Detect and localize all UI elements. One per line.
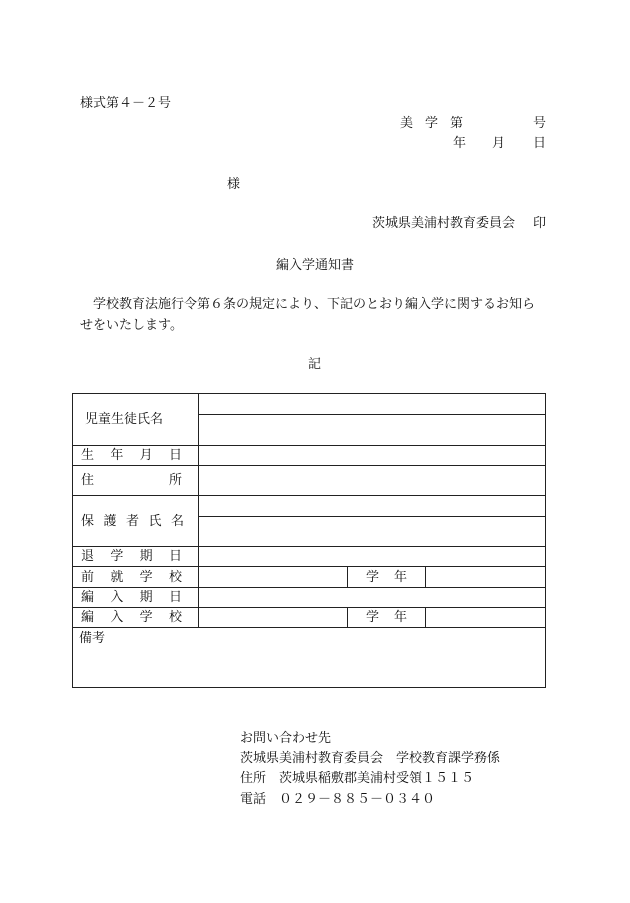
table-row — [73, 446, 546, 466]
document-title: 編入学通知書 — [276, 258, 355, 273]
table-row — [73, 394, 546, 415]
label-remarks: 備考 — [79, 631, 106, 646]
addressee-suffix: 様 — [227, 177, 241, 192]
date-year: 年 — [453, 136, 467, 151]
contact-phone: 電話 ０２９－８８５－０３４０ — [240, 792, 436, 807]
student-name-field[interactable] — [199, 415, 546, 446]
label-previous-school: 前 就 学 校 — [73, 567, 199, 588]
label-birth-date: 生 年 月 日 — [73, 446, 199, 466]
note-mark: 記 — [308, 357, 322, 372]
contact-address: 住所 茨城県稲敷郡美浦村受領１５１５ — [240, 771, 475, 786]
table-row — [73, 628, 546, 688]
label-previous-grade: 学 年 — [348, 567, 426, 588]
form-number: 様式第４－２号 — [80, 96, 172, 111]
table-row — [73, 567, 546, 588]
issuer: 茨城県美浦村教育委員会 — [372, 216, 516, 231]
remarks-field[interactable] — [73, 628, 546, 688]
table-row — [73, 547, 546, 567]
label-guardian-name: 保 護 者 氏 名 — [73, 496, 199, 547]
enrollment-form-table — [72, 393, 546, 688]
doc-number-suffix: 号 — [533, 116, 547, 131]
table-row — [73, 466, 546, 496]
doc-number-prefix — [400, 117, 463, 130]
label-address: 住 所 — [73, 466, 199, 496]
enrollment-grade-field[interactable] — [426, 608, 546, 628]
seal: 印 — [533, 216, 547, 231]
enrollment-school-field[interactable] — [199, 608, 348, 628]
label-enrollment-grade: 学 年 — [348, 608, 426, 628]
student-name-furigana-field[interactable] — [199, 394, 546, 415]
birth-date-field[interactable] — [199, 446, 546, 466]
doc-number-char: 美 — [400, 116, 414, 131]
enrollment-date-field[interactable] — [199, 588, 546, 608]
guardian-name-furigana-field[interactable] — [199, 496, 546, 517]
previous-school-field[interactable] — [199, 567, 348, 588]
withdrawal-date-field[interactable] — [199, 547, 546, 567]
date-day: 日 — [533, 136, 547, 151]
contact-heading: お問い合わせ先 — [240, 731, 332, 746]
body-text-line-2: せをいたします。 — [80, 318, 183, 333]
table-row — [73, 496, 546, 517]
label-enrollment-school: 編 入 学 校 — [73, 608, 199, 628]
table-row — [73, 608, 546, 628]
doc-number-char: 学 — [425, 116, 439, 131]
previous-grade-field[interactable] — [426, 567, 546, 588]
doc-number-char: 第 — [450, 116, 464, 131]
label-student-name: 児童生徒氏名 — [73, 394, 199, 446]
table-row — [73, 588, 546, 608]
label-withdrawal-date: 退 学 期 日 — [73, 547, 199, 567]
body-text-line-1: 学校教育法施行令第６条の規定により、下記のとおり編入学に関するお知ら — [93, 297, 536, 312]
address-field[interactable] — [199, 466, 546, 496]
contact-office: 茨城県美浦村教育委員会 学校教育課学務係 — [240, 751, 501, 766]
date-month: 月 — [492, 136, 506, 151]
guardian-name-field[interactable] — [199, 517, 546, 547]
label-enrollment-date: 編 入 期 日 — [73, 588, 199, 608]
